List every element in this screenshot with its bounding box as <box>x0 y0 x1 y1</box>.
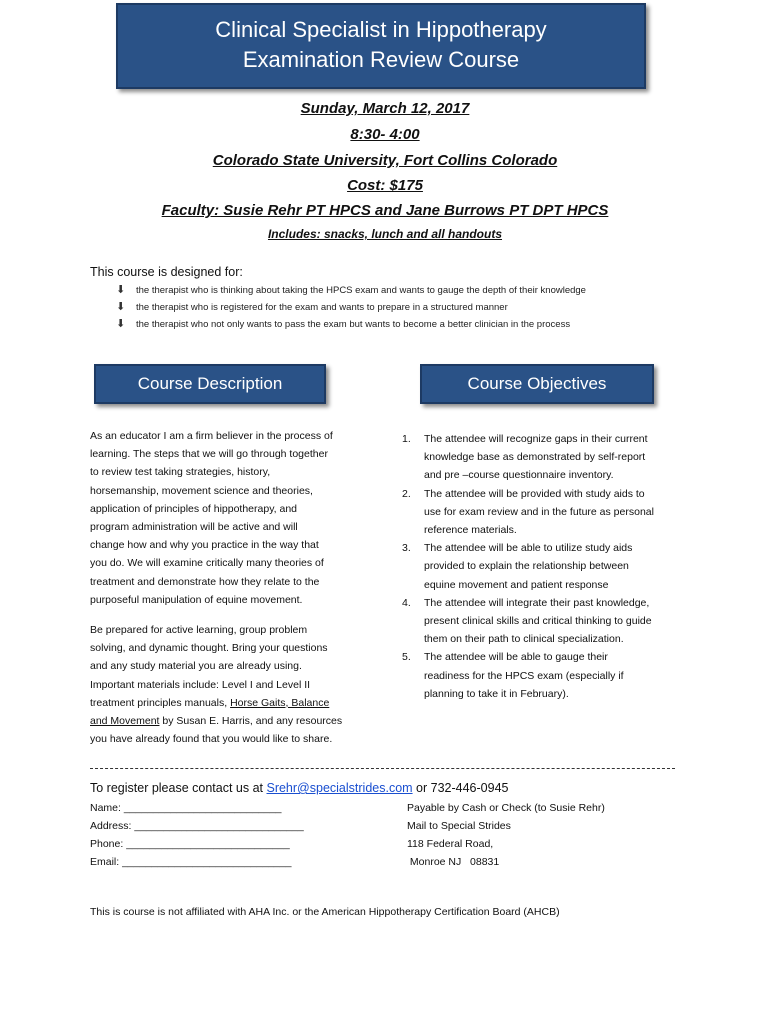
objectives-list <box>398 430 688 703</box>
event-location: Colorado State University, Fort Collins Colorado <box>212 152 558 169</box>
audience-bullet: ⬇ the therapist who is thinking about taking the HPCS exam and wants to gauge the depth of their knowledge <box>116 284 586 296</box>
payment-info: Payable by Cash or Check (to Susie Rehr) <box>407 802 605 814</box>
book-title-link: Horse Gaits, Balance <box>230 696 330 709</box>
event-time: 8:30- 4:00 <box>350 126 420 143</box>
course-description-heading: Course Description <box>94 364 326 404</box>
objective-item: 5. The attendee will be able to gauge their readiness for the HPCS exam (especially if planning to take it in February). <box>402 651 624 700</box>
event-date: Sunday, March 12, 2017 <box>300 100 470 117</box>
form-email-field[interactable]: Email: _____________________________ <box>90 856 292 868</box>
book-title-link: and Movement <box>90 715 160 728</box>
registration-line: To register please contact us at Srehr@specialstrides.com or 732-446-0945 <box>90 781 509 795</box>
objective-item: 4. The attendee will integrate their past knowledge, present clinical skills and critical thinking to guide them on their path to clinical specialization. <box>402 596 652 646</box>
email-link[interactable]: Srehr@specialstrides.com <box>266 781 413 795</box>
course-objectives-heading: Course Objectives <box>420 364 654 404</box>
form-name-field[interactable]: Name: ___________________________ <box>90 802 282 814</box>
objective-item: 2. The attendee will be provided with study aids to use for exam review and in the future as personal reference materials. <box>402 487 654 537</box>
audience-intro: This course is designed for: <box>90 265 243 279</box>
description-paragraph-2: Be prepared for active learning, group problem solving, and dynamic thought. Bring your questions and any study material you are already using. Important materials include: Level I and Level II treatment principles manuals, Horse Gaits, Balance and Movement by Susan E. Harris, and any resources you have already found that you would like to share. <box>90 624 343 746</box>
title-line-2: Examination Review Course <box>242 47 520 72</box>
title-banner <box>116 3 646 89</box>
audience-bullet: ⬇ the therapist who is registered for the exam and wants to prepare in a structured manner <box>116 301 508 313</box>
payment-info: Mail to Special Strides <box>407 820 511 832</box>
arrow-down-icon: ⬇ <box>116 301 126 313</box>
disclaimer: This is course is not affiliated with AHA Inc. or the American Hippotherapy Certification Board (AHCB) <box>90 906 560 918</box>
objective-item: 1. The attendee will recognize gaps in their current knowledge base as demonstrated by self-report and pre –course questionnaire inventory. <box>402 433 648 482</box>
form-phone-field[interactable]: Phone: ____________________________ <box>90 838 290 850</box>
event-cost: Cost: $175 <box>347 177 423 194</box>
payment-info: 118 Federal Road, <box>407 838 494 850</box>
arrow-down-icon: ⬇ <box>116 318 126 330</box>
arrow-down-icon: ⬇ <box>116 284 126 296</box>
description-paragraph-1: As an educator I am a firm believer in the process of learning. The steps that we will go through together to review test taking strategies, history, horsemanship, movement science and theories, application of principles of hippotherapy, and program administration will be active and will change how and why you practice in the way that you do. We will examine critically many theories of treatment and demonstrate how they relate to the purposeful manipulation of equine movement. <box>90 430 333 606</box>
payment-info: Monroe NJ 08831 <box>407 856 500 868</box>
title-line-1: Clinical Specialist in Hippotherapy <box>215 17 547 42</box>
dashed-divider <box>90 768 675 769</box>
form-address-field[interactable]: Address: _____________________________ <box>90 820 304 832</box>
event-includes: Includes: snacks, lunch and all handouts <box>267 227 503 241</box>
audience-bullet: ⬇ the therapist who not only wants to pass the exam but wants to become a better clinician in the process <box>116 318 571 330</box>
objective-item: 3. The attendee will be able to utilize study aids provided to explain the relationship between equine movement and patient response <box>402 542 633 591</box>
event-faculty: Faculty: Susie Rehr PT HPCS and Jane Burrows PT DPT HPCS <box>161 202 609 219</box>
